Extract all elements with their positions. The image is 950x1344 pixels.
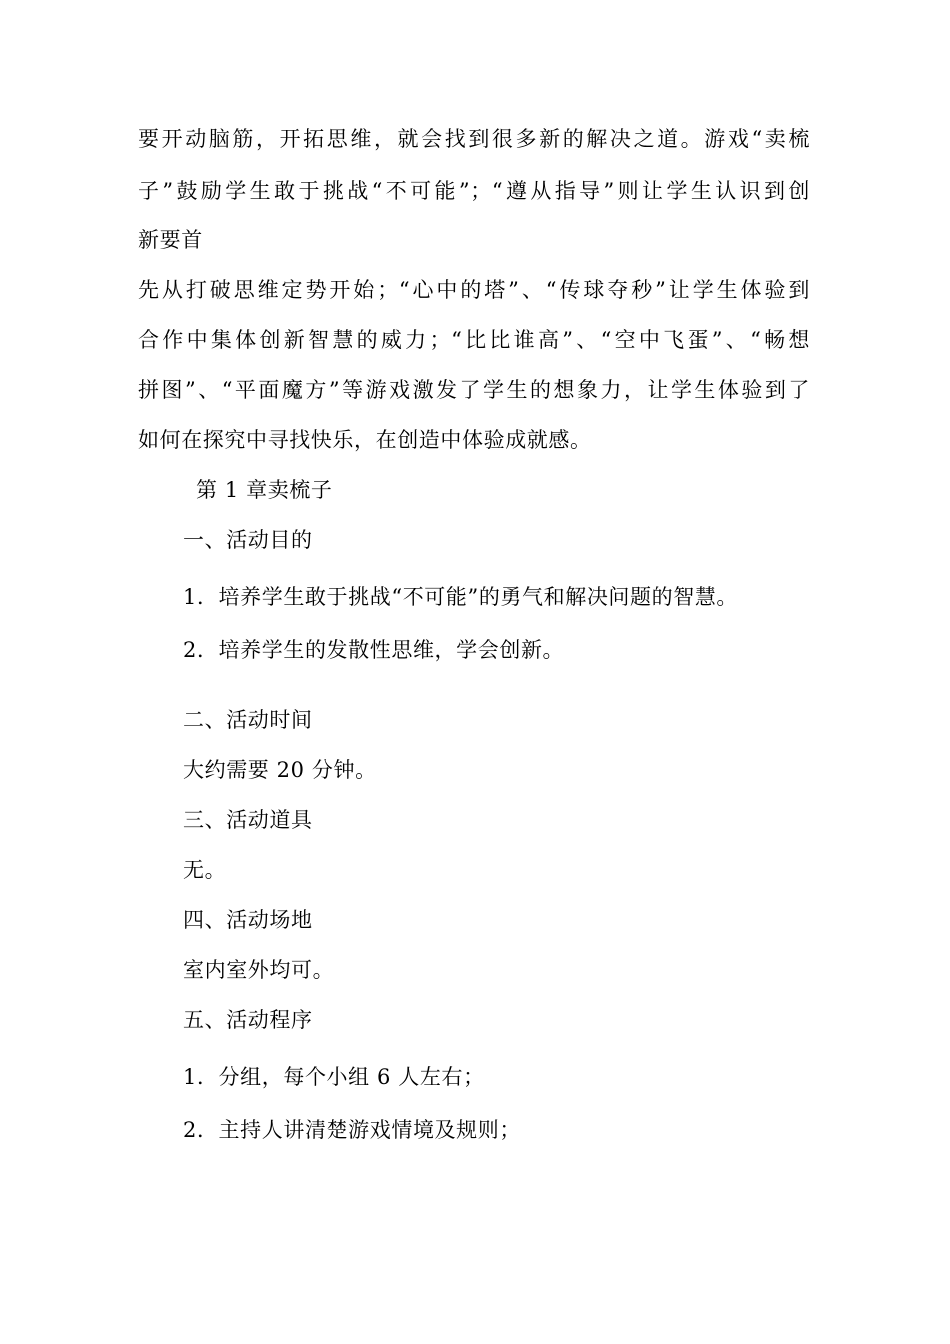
chapter-title: 第 1 章卖梳子 <box>196 478 333 502</box>
section-heading-goal: 一、活动目的 <box>183 528 313 552</box>
section-heading-venue: 四、活动场地 <box>183 908 313 932</box>
props-text: 无。 <box>183 858 227 882</box>
goal-item-1: 1．培养学生敢于挑战“不可能”的勇气和解决问题的智慧。 <box>183 585 739 609</box>
intro-line-5: 合作中集体创新智慧的威力；“比比谁高”、“空中飞蛋”、“畅想 <box>138 328 810 352</box>
section-heading-procedure: 五、活动程序 <box>183 1008 313 1032</box>
time-text: 大约需要 20 分钟。 <box>183 758 377 782</box>
intro-line-3: 新要首 <box>138 228 203 252</box>
goal-item-2: 2．培养学生的发散性思维，学会创新。 <box>183 638 565 662</box>
section-heading-time: 二、活动时间 <box>183 708 313 732</box>
intro-line-4: 先从打破思维定势开始；“心中的塔”、“传球夺秒”让学生体验到 <box>138 278 810 302</box>
intro-line-6: 拼图”、“平面魔方”等游戏激发了学生的想象力，让学生体验到了 <box>138 378 810 402</box>
procedure-item-1: 1．分组，每个小组 6 人左右； <box>183 1065 485 1089</box>
section-heading-props: 三、活动道具 <box>183 808 313 832</box>
venue-text: 室内室外均可。 <box>183 958 335 982</box>
procedure-item-2: 2．主持人讲清楚游戏情境及规则； <box>183 1118 521 1142</box>
intro-line-2: 子”鼓励学生敢于挑战“不可能”；“遵从指导”则让学生认识到创 <box>138 179 810 203</box>
intro-line-1: 要开动脑筋，开拓思维，就会找到很多新的解决之道。游戏“卖梳 <box>138 127 810 151</box>
intro-line-7: 如何在探究中寻找快乐，在创造中体验成就感。 <box>138 428 592 452</box>
